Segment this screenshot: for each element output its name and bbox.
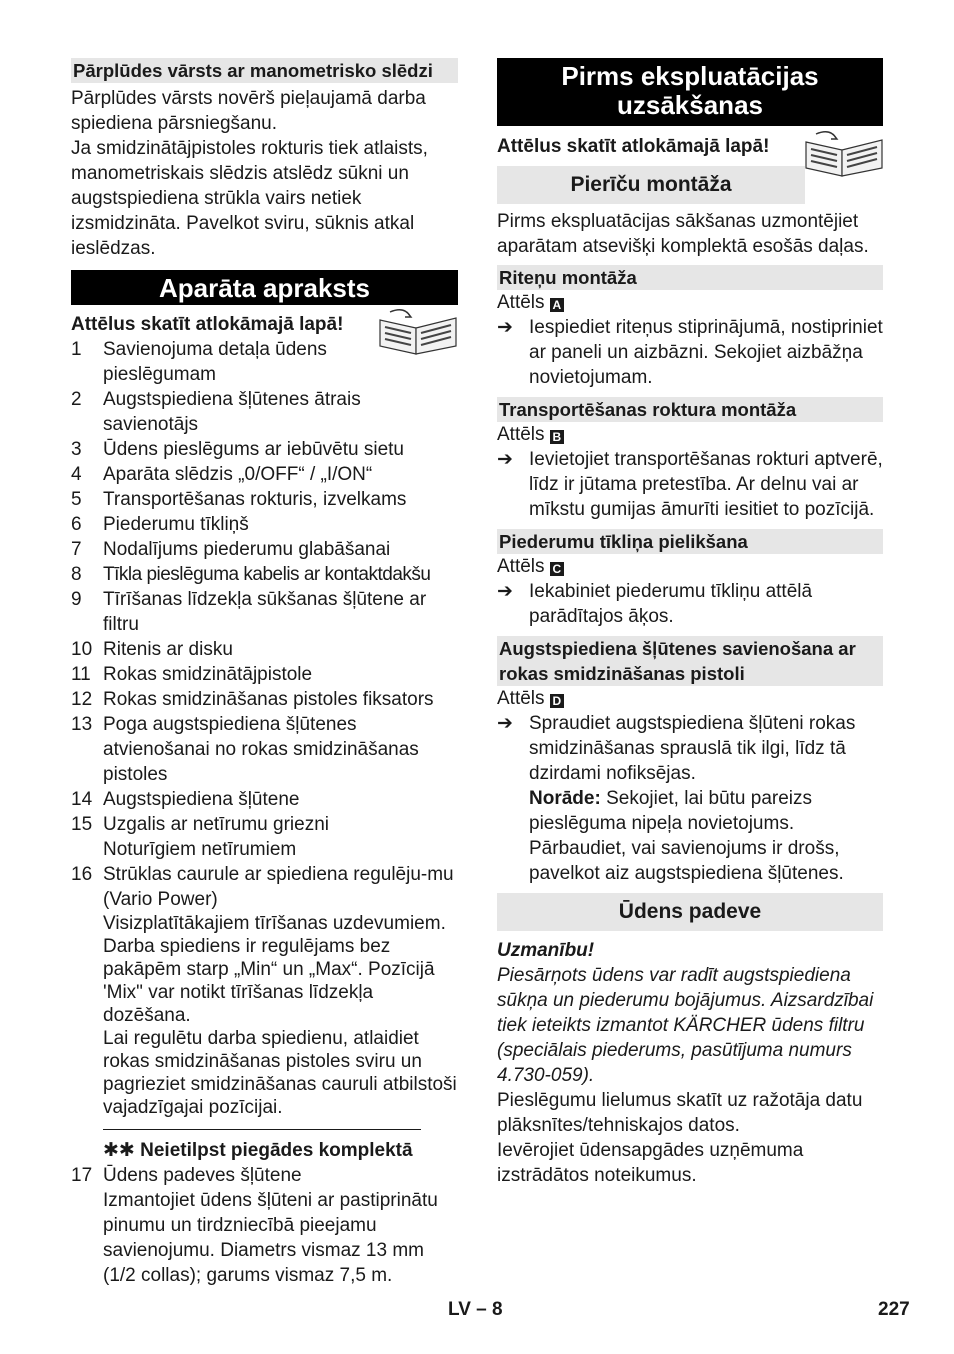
figure-letter: A (550, 298, 564, 312)
hose-note: Norāde: Sekojiet, lai būtu pareizs pieslēguma nipeļa novietojums. (529, 788, 813, 834)
list-item: 14 Augstspiediena šļūtene (71, 789, 300, 810)
accessory-paragraph: Pirms ekspluatācijas sākšanas uzmontējiet aparātam atsevišķi komplektā esošās daļas. (497, 211, 869, 257)
handle-step: ➔ Ievietojiet transportēšanas rokturi aptverē, līdz ir jūtama pretestība. Ar delnu vai ar mīkstu gumijas āmurīti iesitiet to pozīcijā. (497, 449, 883, 520)
open-book-icon (802, 128, 886, 180)
list-item: 10 Ritenis ar disku (71, 639, 233, 660)
list-item: 15 Uzgalis ar netīrumu griezni Noturīgiem netīrumiem (71, 814, 329, 860)
arrow-icon: ➔ (497, 449, 513, 470)
see-figures-note-right: Attēlus skatīt atlokāmajā lapā! (497, 136, 770, 157)
valve-paragraph-1: Pārplūdes vārsts novērš pieļaujamā darba spiediena pārsniegšanu. (71, 88, 426, 134)
hose-step: ➔ Spraudiet augstspiediena šļūteni rokas smidzināšanas sprauslā tik ilgi, līdz tā dzirdami nofiksējas. (497, 713, 856, 784)
arrow-icon: ➔ (497, 713, 513, 734)
hose-figure-ref: Attēls D (497, 686, 883, 711)
list-item: 8 Tīkla pieslēguma kabelis ar kontaktdakšu (71, 564, 431, 585)
water-paragraph-2: Ievērojiet ūdensapgādes uzņēmuma izstrādātos noteikumus. (497, 1140, 804, 1186)
caution-label: Uzmanību! (497, 940, 595, 961)
wheels-heading: Riteņu montāža (497, 265, 883, 290)
left-column (71, 58, 458, 1288)
see-figures-note: Attēlus skatīt atlokāmajā lapā! (71, 314, 344, 335)
list-item: 16 Strūklas caurule ar spiediena regulēju-mu (Vario Power) (71, 864, 454, 910)
list-item: 13 Poga augstspiediena šļūtenes atvienošanai no rokas smidzināšanas pistoles (71, 714, 419, 785)
valve-paragraph-2: Ja smidzinātājpistoles rokturis tiek atlaists, manometriskais slēdzis atslēdz sūkni un augstspiediena strūkla vairs netiek izsmidzināta. Pavelkot sviru, sūknis atkal ieslēdzas. (71, 138, 428, 259)
divider (103, 1129, 421, 1130)
not-included-heading: ✱✱ Neietilpst piegādes komplektā (103, 1140, 413, 1161)
water-heading: Ūdens padeve (497, 893, 883, 931)
list-item: 9 Tīrīšanas līdzekļa sūkšanas šļūtene ar filtru (71, 589, 427, 635)
list-item: 12 Rokas smidzināšanas pistoles fiksators (71, 689, 434, 710)
handle-figure-ref: Attēls B (497, 422, 883, 447)
list-item: 3 Ūdens pieslēgums ar iebūvētu sietu (71, 439, 405, 460)
wheels-figure-ref: Attēls A (497, 290, 883, 315)
figure-letter: C (550, 562, 564, 576)
double-asterisk-icon: ✱✱ (103, 1140, 135, 1161)
page-number: 227 (878, 1299, 910, 1320)
item17-paragraph: Izmantojiet ūdens šļūteni ar pastiprinātu pinumu un tirdzniecībā pieejamu savienojumu. Diametrs vismaz 13 mm (1/2 collas); garums vismaz 7,5 m. (103, 1190, 438, 1286)
item16-paragraph-1: Visizplatītākajiem tīrīšanas uzdevumiem. Darba spiediens ir regulējams bez pakāpēm starp „Min“ un „Max“. Pozīcijā 'Mix" var notikt tīrīšanas līdzekļa dozēšana. (103, 913, 446, 1026)
list-item: 5 Transportēšanas rokturis, izvelkams (71, 489, 407, 510)
footer-language-page: LV – 8 (448, 1299, 503, 1320)
valve-heading: Pārplūdes vārsts ar manometrisko slēdzi (71, 58, 458, 83)
parts-list (71, 337, 458, 912)
accessory-heading: Pierīču montāža (497, 166, 805, 204)
hose-check: Pārbaudiet, vai savienojums ir drošs, pavelkot aiz augstspiediena šļūtenes. (529, 838, 844, 884)
net-heading: Piederumu tīkliņa pielikšana (497, 529, 883, 554)
list-item: 11 Rokas smidzinātājpistole (71, 664, 313, 685)
list-item: 6 Piederumu tīkliņš (71, 514, 249, 535)
right-column (497, 58, 883, 1188)
arrow-icon: ➔ (497, 317, 513, 338)
net-figure-ref: Attēls C (497, 554, 883, 579)
start-heading: Pirms ekspluatācijas uzsākšanas (497, 58, 883, 126)
list-item: 17 Ūdens padeves šļūtene (71, 1165, 302, 1186)
arrow-icon: ➔ (497, 581, 513, 602)
hose-heading: Augstspiediena šļūtenes savienošana ar rokas smidzināšanas pistoli (497, 636, 883, 686)
item16-paragraph-2: Lai regulētu darba spiedienu, atlaidiet rokas smidzināšanas pistoles sviru un pagrieziet smidzināšanas cauruli atbilstoši vajadzīgajai pozīcijai. (103, 1028, 457, 1118)
wheels-step: ➔ Iespiediet riteņus stiprinājumā, nostipriniet ar paneli un aizbāzni. Sekojiet aizbāžņa novietojumam. (497, 317, 883, 388)
figure-letter: D (550, 694, 564, 708)
water-paragraph-1: Pieslēgumu lielumus skatīt uz ražotāja datu plāksnītes/tehniskajos datos. (497, 1090, 863, 1136)
description-heading: Aparāta apraksts (71, 270, 458, 305)
list-item: 1 Savienojuma detaļa ūdens pieslēgumam (71, 339, 327, 385)
caution-text: Piesārņots ūdens var radīt augstspiediena sūkņa un piederumu bojājumus. Aizsardzībai tiek ieteikts izmantot KÄRCHER ūdens filtru (speciālais piederums, pasūtījuma numurs 4.730-059). (497, 965, 874, 1086)
open-book-icon (376, 306, 460, 358)
list-item: 7 Nodalījums piederumu glabāšanai (71, 539, 391, 560)
list-item: 4 Aparāta slēdzis „0/OFF“ / „I/ON“ (71, 464, 373, 485)
net-step: ➔ Iekabiniet piederumu tīkliņu attēlā parādītajos āķos. (497, 581, 813, 627)
list-item: 2 Augstspiediena šļūtenes ātrais savienotājs (71, 389, 361, 435)
handle-heading: Transportēšanas roktura montāža (497, 397, 883, 422)
figure-letter: B (550, 430, 564, 444)
